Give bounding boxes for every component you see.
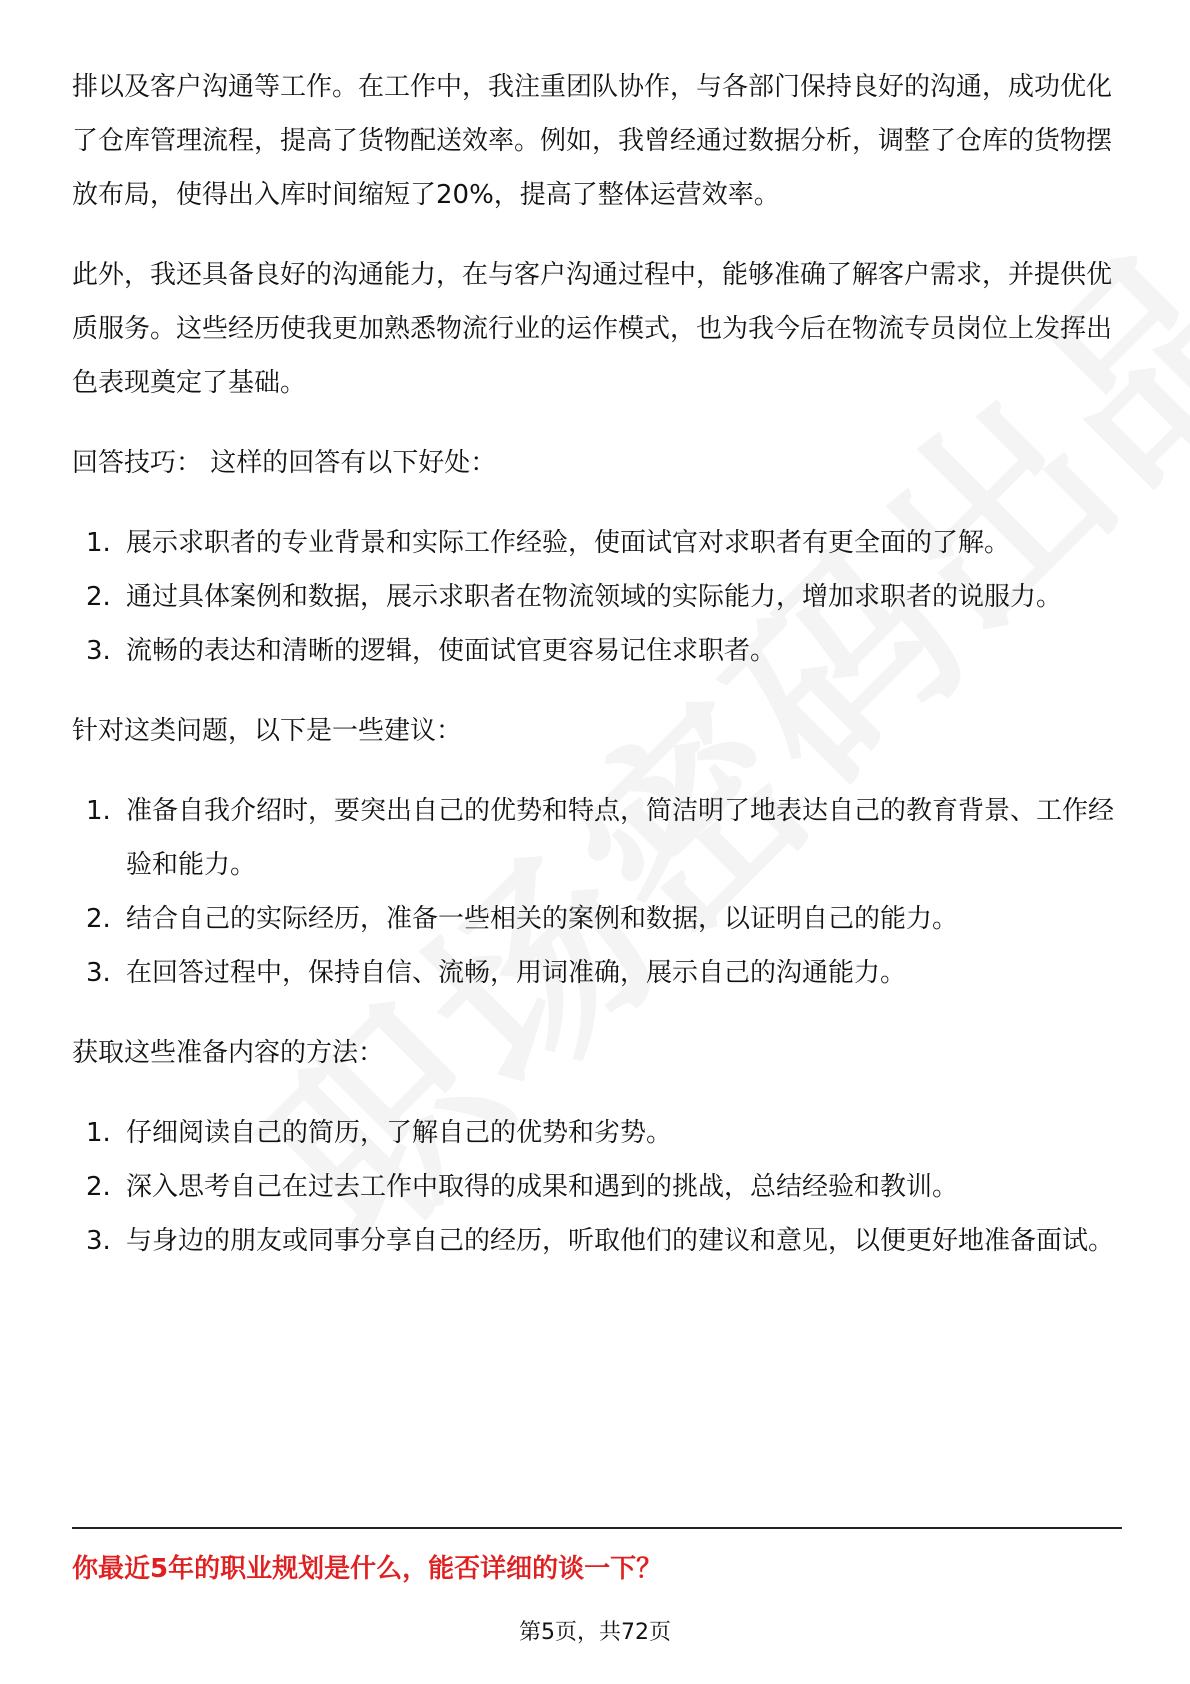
- list-item-text: 在回答过程中，保持自信、流畅，用词准确，展示自己的沟通能力。: [126, 958, 907, 988]
- list-item-text: 通过具体案例和数据，展示求职者在物流领域的实际能力，增加求职者的说服力。: [126, 582, 1063, 612]
- document-body: [72, 60, 1122, 1294]
- tips-heading: 回答技巧： 这样的回答有以下好处：: [72, 448, 497, 478]
- page-number: 第5页，共72页: [519, 1620, 671, 1645]
- list-item-text: 深入思考自己在过去工作中取得的成果和遇到的挑战，总结经验和教训。: [126, 1172, 959, 1202]
- intro-paragraph: 此外，我还具备良好的沟通能力，在与客户沟通过程中，能够准确了解客户需求，并提供优质服务。这些经历使我更加熟悉物流行业的运作模式，也为我今后在物流专员岗位上发挥出色表现奠定了基础。: [72, 260, 1113, 398]
- suggestions-heading: 针对这类问题，以下是一些建议：: [72, 716, 463, 746]
- list-number: 1.: [86, 528, 111, 558]
- list-item: [72, 784, 1122, 892]
- list-number: 2.: [86, 904, 111, 934]
- list-number: 1.: [86, 796, 111, 826]
- tips-list: [72, 516, 1122, 678]
- list-item-text: 流畅的表达和清晰的逻辑，使面试官更容易记住求职者。: [126, 636, 777, 666]
- list-item: [72, 1214, 1122, 1268]
- suggestions-list: [72, 784, 1122, 1000]
- list-number: 3.: [86, 958, 111, 988]
- list-item: [72, 946, 1122, 1000]
- list-number: 2.: [86, 582, 111, 612]
- methods-heading: 获取这些准备内容的方法：: [72, 1038, 385, 1068]
- list-number: 2.: [86, 1172, 111, 1202]
- list-item-text: 结合自己的实际经历，准备一些相关的案例和数据，以证明自己的能力。: [126, 904, 959, 934]
- list-item-text: 展示求职者的专业背景和实际工作经验，使面试官对求职者有更全面的了解。: [126, 528, 1011, 558]
- methods-list: [72, 1106, 1122, 1268]
- list-item: [72, 570, 1122, 624]
- list-item: [72, 624, 1122, 678]
- list-item-text: 仔细阅读自己的简历，了解自己的优势和劣势。: [126, 1118, 673, 1148]
- list-number: 3.: [86, 1226, 111, 1256]
- list-item: [72, 1160, 1122, 1214]
- list-item: [72, 1106, 1122, 1160]
- list-item-text: 准备自我介绍时，要突出自己的优势和特点，简洁明了地表达自己的教育背景、工作经验和能力。: [126, 796, 1115, 880]
- section-divider: [72, 1527, 1122, 1529]
- list-item: [72, 892, 1122, 946]
- list-item-text: 与身边的朋友或同事分享自己的经历，听取他们的建议和意见，以便更好地准备面试。: [126, 1226, 1115, 1256]
- list-item: [72, 516, 1122, 570]
- next-question-heading: 你最近5年的职业规划是什么，能否详细的谈一下？: [72, 1554, 663, 1584]
- list-number: 1.: [86, 1118, 111, 1148]
- list-number: 3.: [86, 636, 111, 666]
- intro-paragraph: 排以及客户沟通等工作。在工作中，我注重团队协作，与各部门保持良好的沟通，成功优化了仓库管理流程，提高了货物配送效率。例如，我曾经通过数据分析，调整了仓库的货物摆放布局，使得出入库时间缩短了20%，提高了整体运营效率。: [72, 72, 1113, 210]
